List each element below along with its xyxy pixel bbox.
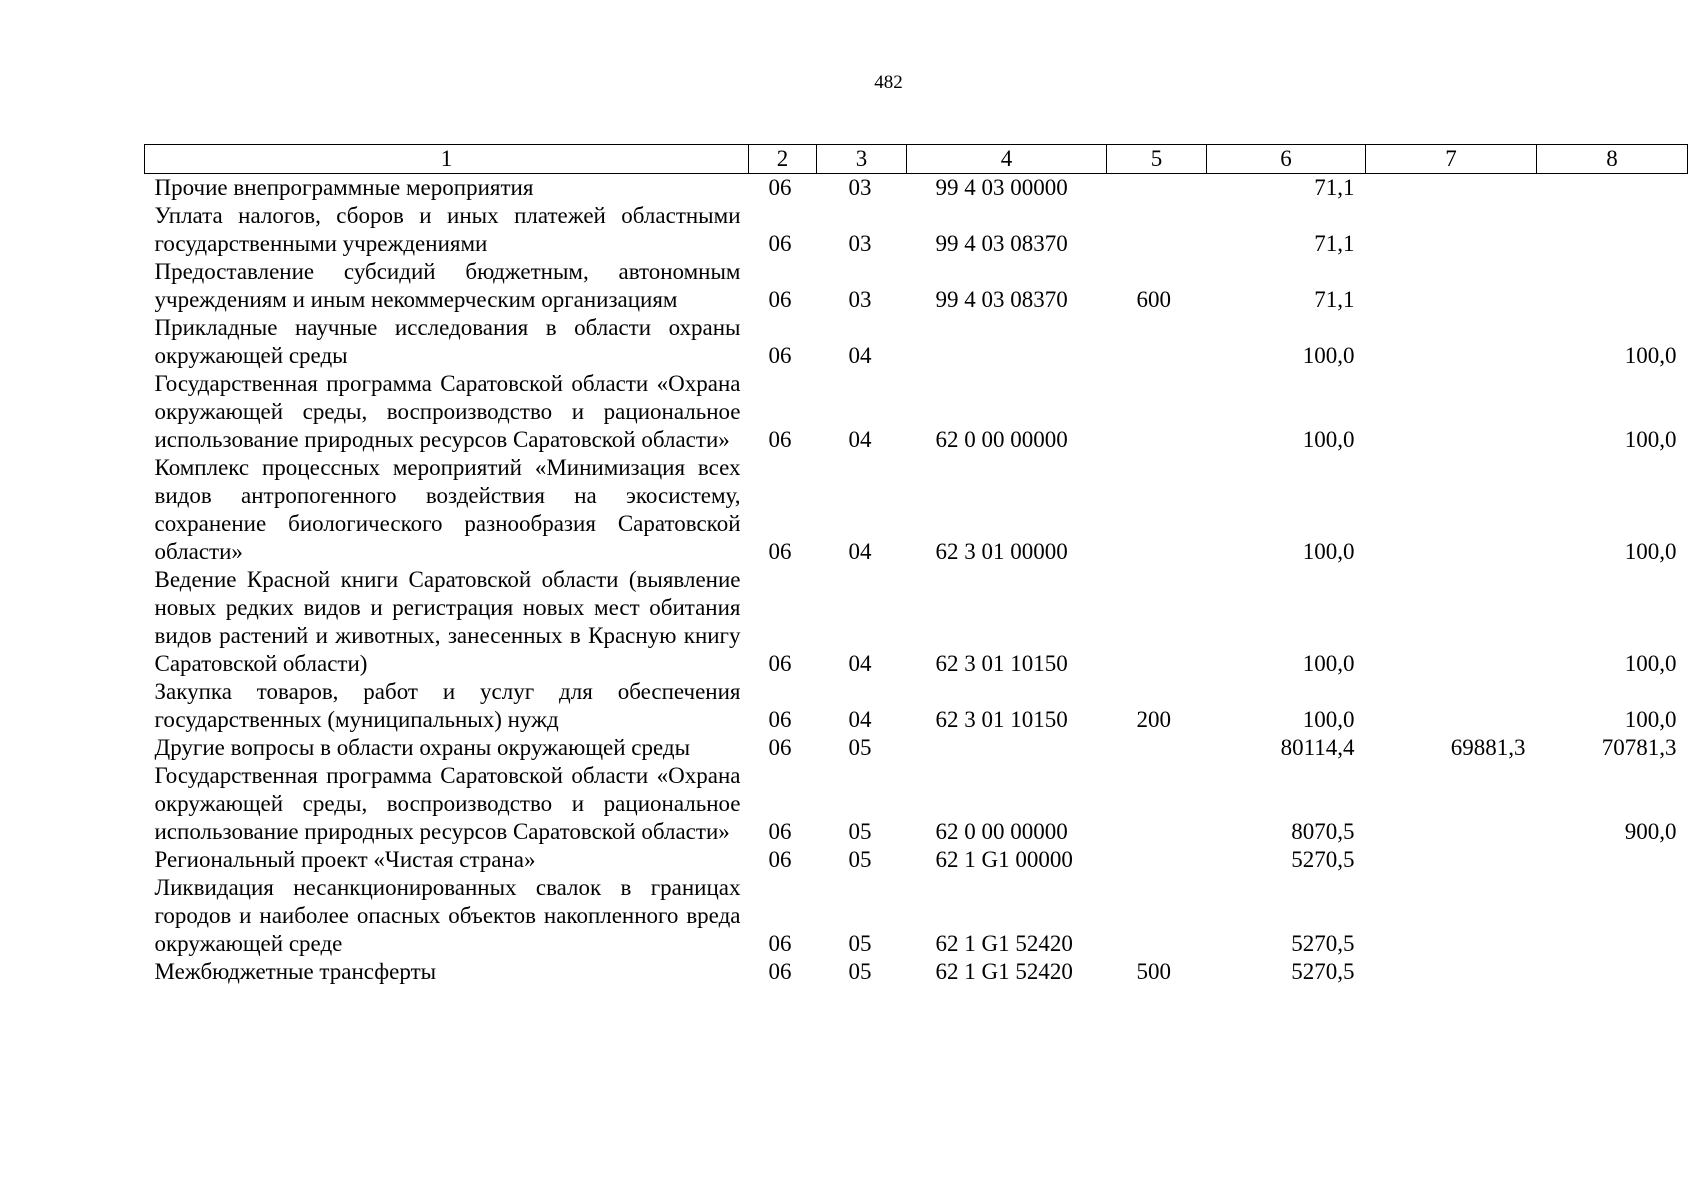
budget-table [144,144,1688,986]
row-amount-col7 [1366,566,1537,678]
row-target-article: 99 4 03 08370 [935,231,1068,256]
row-amount-col6: 100,0 [1302,707,1355,732]
column-header: 7 [1366,145,1537,174]
row-subsection: 04 [848,651,872,676]
row-amount-col8 [1537,202,1688,258]
row-subsection: 03 [848,231,872,256]
table-row [145,258,1688,314]
row-amount-col7 [1366,678,1537,734]
row-expense-type [1107,454,1207,566]
row-target-article: 62 1 G1 00000 [935,847,1073,872]
column-header: 8 [1537,145,1688,174]
row-amount-col8: 100,0 [1624,427,1677,452]
row-section: 06 [768,427,792,452]
row-amount-col7 [1366,762,1537,846]
row-amount-col7 [1366,174,1537,203]
row-target-article: 62 1 G1 52420 [935,959,1073,984]
row-amount-col8: 100,0 [1624,539,1677,564]
row-subsection: 04 [848,707,872,732]
table-row [145,846,1688,874]
row-description: Уплата налогов, сборов и иных платежей областными государственными учреждениями [154,203,741,256]
row-amount-col7 [1366,314,1537,370]
row-subsection: 05 [848,735,872,760]
row-amount-col8 [1537,874,1688,958]
row-subsection: 03 [848,287,872,312]
row-amount-col8: 100,0 [1624,343,1677,368]
row-expense-type [1107,174,1207,203]
row-amount-col7: 69881,3 [1450,735,1526,760]
row-target-article: 62 1 G1 52420 [935,931,1073,956]
row-expense-type: 600 [1136,287,1171,312]
row-description: Межбюджетные трансферты [154,959,437,984]
row-description: Предоставление субсидий бюджетным, автономным учреждениям и иным некоммерческим организациям [154,259,741,312]
row-target-article: 62 3 01 00000 [935,539,1068,564]
row-target-article: 99 4 03 00000 [935,175,1068,200]
row-amount-col8 [1537,174,1688,203]
row-description: Государственная программа Саратовской области «Охрана окружающей среды, воспроизводство и рациональное использование природных ресурсов Саратовской области» [154,763,741,844]
row-expense-type: 500 [1136,959,1171,984]
row-expense-type [1107,202,1207,258]
row-amount-col6: 100,0 [1302,427,1355,452]
row-subsection: 03 [848,175,872,200]
row-section: 06 [768,231,792,256]
row-section: 06 [768,175,792,200]
table-row [145,958,1688,986]
table-row [145,678,1688,734]
row-expense-type [1107,846,1207,874]
table-row [145,734,1688,762]
row-amount-col6: 5270,5 [1291,847,1355,872]
row-section: 06 [768,847,792,872]
row-description: Ведение Красной книги Саратовской области (выявление новых редких видов и регистрация новых мест обитания видов растений и животных, занесенных в Красную книгу Саратовской области) [154,567,741,676]
table-row [145,874,1688,958]
table-body [145,174,1688,987]
row-amount-col6: 100,0 [1302,343,1355,368]
row-expense-type [1107,762,1207,846]
row-amount-col7 [1366,846,1537,874]
row-amount-col8 [1537,258,1688,314]
row-amount-col7 [1366,874,1537,958]
row-amount-col6: 8070,5 [1291,819,1355,844]
row-description: Государственная программа Саратовской области «Охрана окружающей среды, воспроизводство и рациональное использование природных ресурсов Саратовской области» [154,371,741,452]
row-section: 06 [768,819,792,844]
row-description: Ликвидация несанкционированных свалок в границах городов и наиболее опасных объектов накопленного вреда окружающей среде [154,875,741,956]
row-amount-col8: 100,0 [1624,707,1677,732]
row-target-article [907,314,1107,370]
row-expense-type [1107,874,1207,958]
row-subsection: 04 [848,539,872,564]
row-description: Другие вопросы в области охраны окружающей среды [154,735,691,760]
row-amount-col6: 80114,4 [1280,735,1355,760]
table-row [145,314,1688,370]
column-header: 6 [1207,145,1366,174]
row-description: Комплекс процессных мероприятий «Минимизация всех видов антропогенного воздействия на экосистему, сохранение биологического разнообразия Саратовской области» [154,455,741,564]
table-row [145,202,1688,258]
column-header: 2 [749,145,817,174]
row-amount-col6: 71,1 [1314,175,1355,200]
row-expense-type [1107,370,1207,454]
table-row [145,762,1688,846]
row-target-article [907,734,1107,762]
row-subsection: 05 [848,931,872,956]
row-amount-col8 [1537,958,1688,986]
row-subsection: 05 [848,959,872,984]
row-target-article: 62 0 00 00000 [935,427,1068,452]
row-section: 06 [768,735,792,760]
table-row [145,454,1688,566]
row-amount-col8: 900,0 [1624,819,1677,844]
row-subsection: 04 [848,343,872,368]
row-target-article: 62 0 00 00000 [935,819,1068,844]
row-section: 06 [768,651,792,676]
row-amount-col7 [1366,370,1537,454]
row-subsection: 05 [848,847,872,872]
column-header: 3 [817,145,907,174]
row-expense-type [1107,734,1207,762]
row-amount-col8: 70781,3 [1601,735,1677,760]
row-section: 06 [768,343,792,368]
row-target-article: 62 3 01 10150 [935,651,1068,676]
row-target-article: 62 3 01 10150 [935,707,1068,732]
row-description: Прикладные научные исследования в области охраны окружающей среды [154,315,741,368]
row-amount-col6: 100,0 [1302,651,1355,676]
row-description: Прочие внепрограммные мероприятия [154,175,534,200]
row-description: Региональный проект «Чистая страна» [154,847,536,872]
column-header: 4 [907,145,1107,174]
page-number: 482 [874,72,903,93]
row-amount-col8 [1537,846,1688,874]
column-header: 1 [145,145,749,174]
row-section: 06 [768,287,792,312]
row-expense-type [1107,314,1207,370]
row-target-article: 99 4 03 08370 [935,287,1068,312]
row-expense-type [1107,566,1207,678]
row-amount-col6: 5270,5 [1291,959,1355,984]
row-amount-col7 [1366,958,1537,986]
row-amount-col7 [1366,202,1537,258]
row-amount-col8: 100,0 [1624,651,1677,676]
table-row [145,566,1688,678]
row-amount-col6: 71,1 [1314,287,1355,312]
row-section: 06 [768,959,792,984]
row-amount-col6: 100,0 [1302,539,1355,564]
row-description: Закупка товаров, работ и услуг для обеспечения государственных (муниципальных) нужд [154,679,741,732]
row-amount-col7 [1366,454,1537,566]
row-amount-col6: 5270,5 [1291,931,1355,956]
column-header: 5 [1107,145,1207,174]
row-expense-type: 200 [1136,707,1171,732]
row-section: 06 [768,539,792,564]
row-amount-col7 [1366,258,1537,314]
row-section: 06 [768,707,792,732]
table-row [145,370,1688,454]
row-amount-col6: 71,1 [1314,231,1355,256]
row-subsection: 04 [848,427,872,452]
row-subsection: 05 [848,819,872,844]
column-number-header [145,145,1688,174]
row-section: 06 [768,931,792,956]
table-row [145,174,1688,203]
